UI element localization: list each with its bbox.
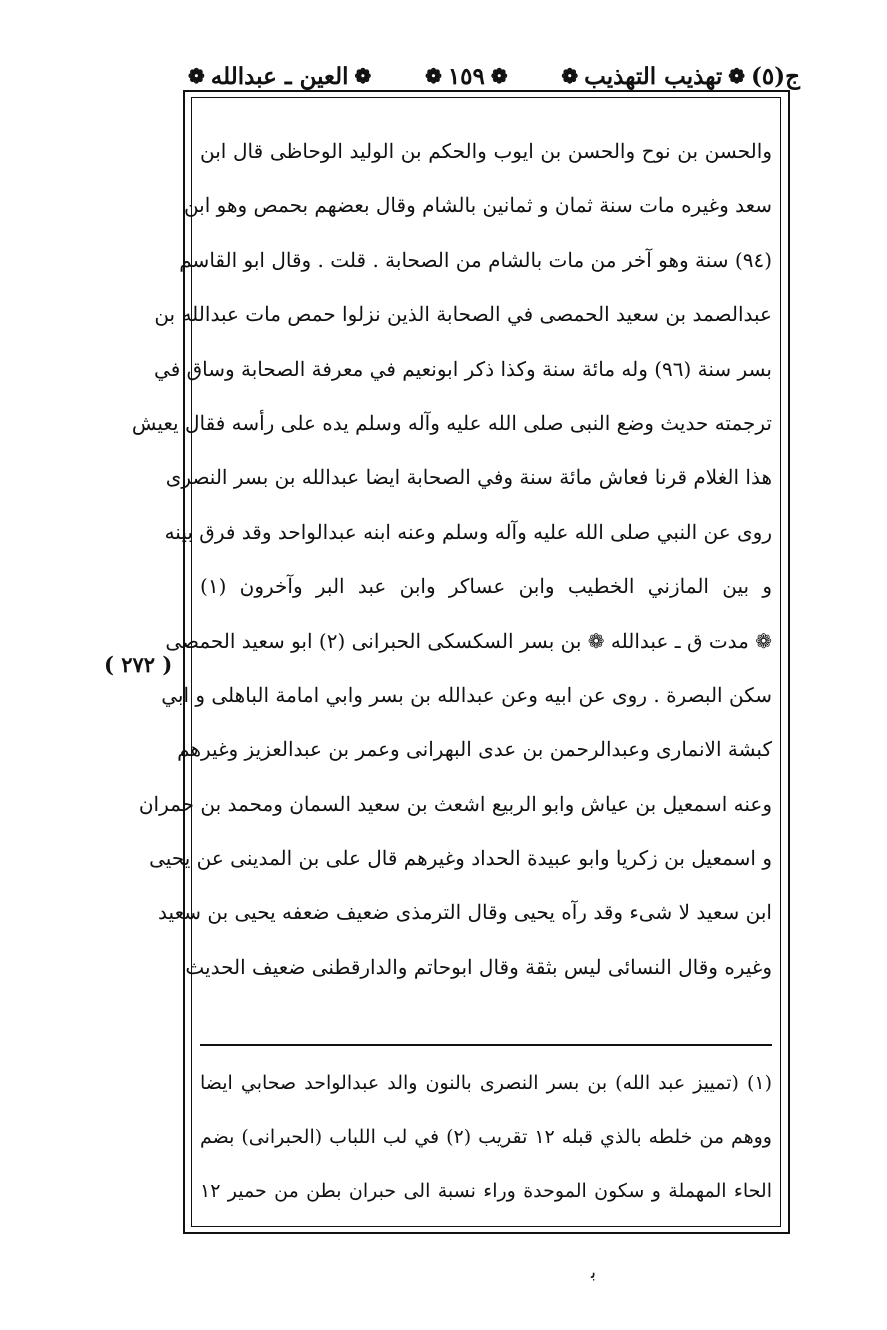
text-line: ترجمته حديث وضع النبى صلى الله عليه وآله وسلم يده على رأسه فقال يعيش — [131, 410, 772, 435]
footnote-line: الحاء المهملة و سكون الموحدة وراء نسبة الى حبران بطن من حمير ١٢ — [200, 1180, 772, 1202]
ornament-icon: ❁ — [561, 64, 579, 88]
text-line: (٩٤) سنة وهو آخر من مات بالشام من الصحابة . قلت . وقال ابو القاسم — [179, 247, 772, 272]
running-head-page — [425, 63, 508, 90]
text-line: ابن سعيد لا شىء وقد رآه يحيى وقال الترمذى ضعيف ضعفه يحيى بن سعيد — [158, 900, 772, 925]
text-line: كبشة الانمارى وعبدالرحمن بن عدى البهرانى وعمر بن عبدالعزيز وغيرهم — [177, 737, 772, 762]
text-line: وعنه اسمعيل بن عياش وابو الربيع اشعث بن سعيد السمان ومحمد بن حمران — [138, 791, 772, 816]
text-line: و اسمعيل بن زكريا وابو عبيدة الحداد وغيرهم قال على بن المدينى عن يحيى — [149, 846, 772, 871]
text-line: و بين المازني الخطيب وابن عساكر وابن عبد البر وآخرون (١) — [200, 574, 772, 599]
page-number: ١٥٩ — [447, 62, 485, 90]
footnote-line: ووهم من خلطه بالذي قبله ١٢ تقريب (٢) في لب اللباب (الحبرانى) بضم — [200, 1126, 772, 1148]
text-line: هذا الغلام قرنا فعاش مائة سنة وفي الصحابة ايضا عبدالله بن بسر النصرى — [165, 465, 772, 490]
ornament-icon: ❁ — [188, 64, 205, 88]
text-line: بسر سنة (٩٦) وله مائة سنة وكذا ذكر ابونعيم في معرفة الصحابة وساق في — [154, 356, 772, 381]
stray-ink-mark: ﺑ — [591, 1262, 597, 1283]
text-line: وغيره وقال النسائى ليس بثقة وقال ابوحاتم والدارقطنى ضعيف الحديث — [185, 954, 772, 979]
ornament-icon: ❁ — [354, 64, 372, 88]
text-line: سعد وغيره مات سنة ثمان و ثمانين بالشام وقال بعضهم بحمص وهو ابن — [183, 193, 772, 218]
ornament-icon: ❁ — [490, 64, 508, 88]
book-title: تهذيب التهذيب — [584, 62, 723, 90]
text-line: والحسن بن نوح والحسن بن ايوب والحكم بن الوليد الوحاظى قال ابن — [200, 139, 772, 163]
entry-margin-number: ( ٢٧٢ ) — [104, 652, 173, 677]
footnote-separator — [200, 1044, 772, 1046]
running-head-volume-title — [561, 63, 800, 90]
section-title: العين ـ عبدالله — [210, 62, 349, 90]
text-line: سكن البصرة . روى عن ابيه وعن عبدالله بن بسر وابي امامة الباهلى و ابي — [161, 682, 772, 707]
running-head-section — [188, 63, 371, 90]
footnotes — [200, 1056, 772, 1218]
entry-heading-line: ❁ مدت ق ـ عبدالله ❁ بن بسر السكسكى الحبرانى (٢) ابو سعيد الحمصى — [165, 628, 772, 653]
volume-label: ج(٥) — [751, 62, 800, 90]
ornament-icon: ❁ — [425, 64, 442, 88]
text-line: روى عن النبي صلى الله عليه وآله وسلم وعنه ابنه عبدالواحد وقد فرق بينه — [164, 519, 772, 544]
text-line: عبدالصمد بن سعيد الحمصى في الصحابة الذين نزلوا حمص مات عبدالله بن — [154, 302, 772, 327]
ornament-icon: ❁ — [728, 64, 746, 88]
footnote-line: (١) (تمييز عبد الله) بن بسر النصرى بالنون والد عبدالواحد صحابي ايضا — [200, 1072, 772, 1094]
